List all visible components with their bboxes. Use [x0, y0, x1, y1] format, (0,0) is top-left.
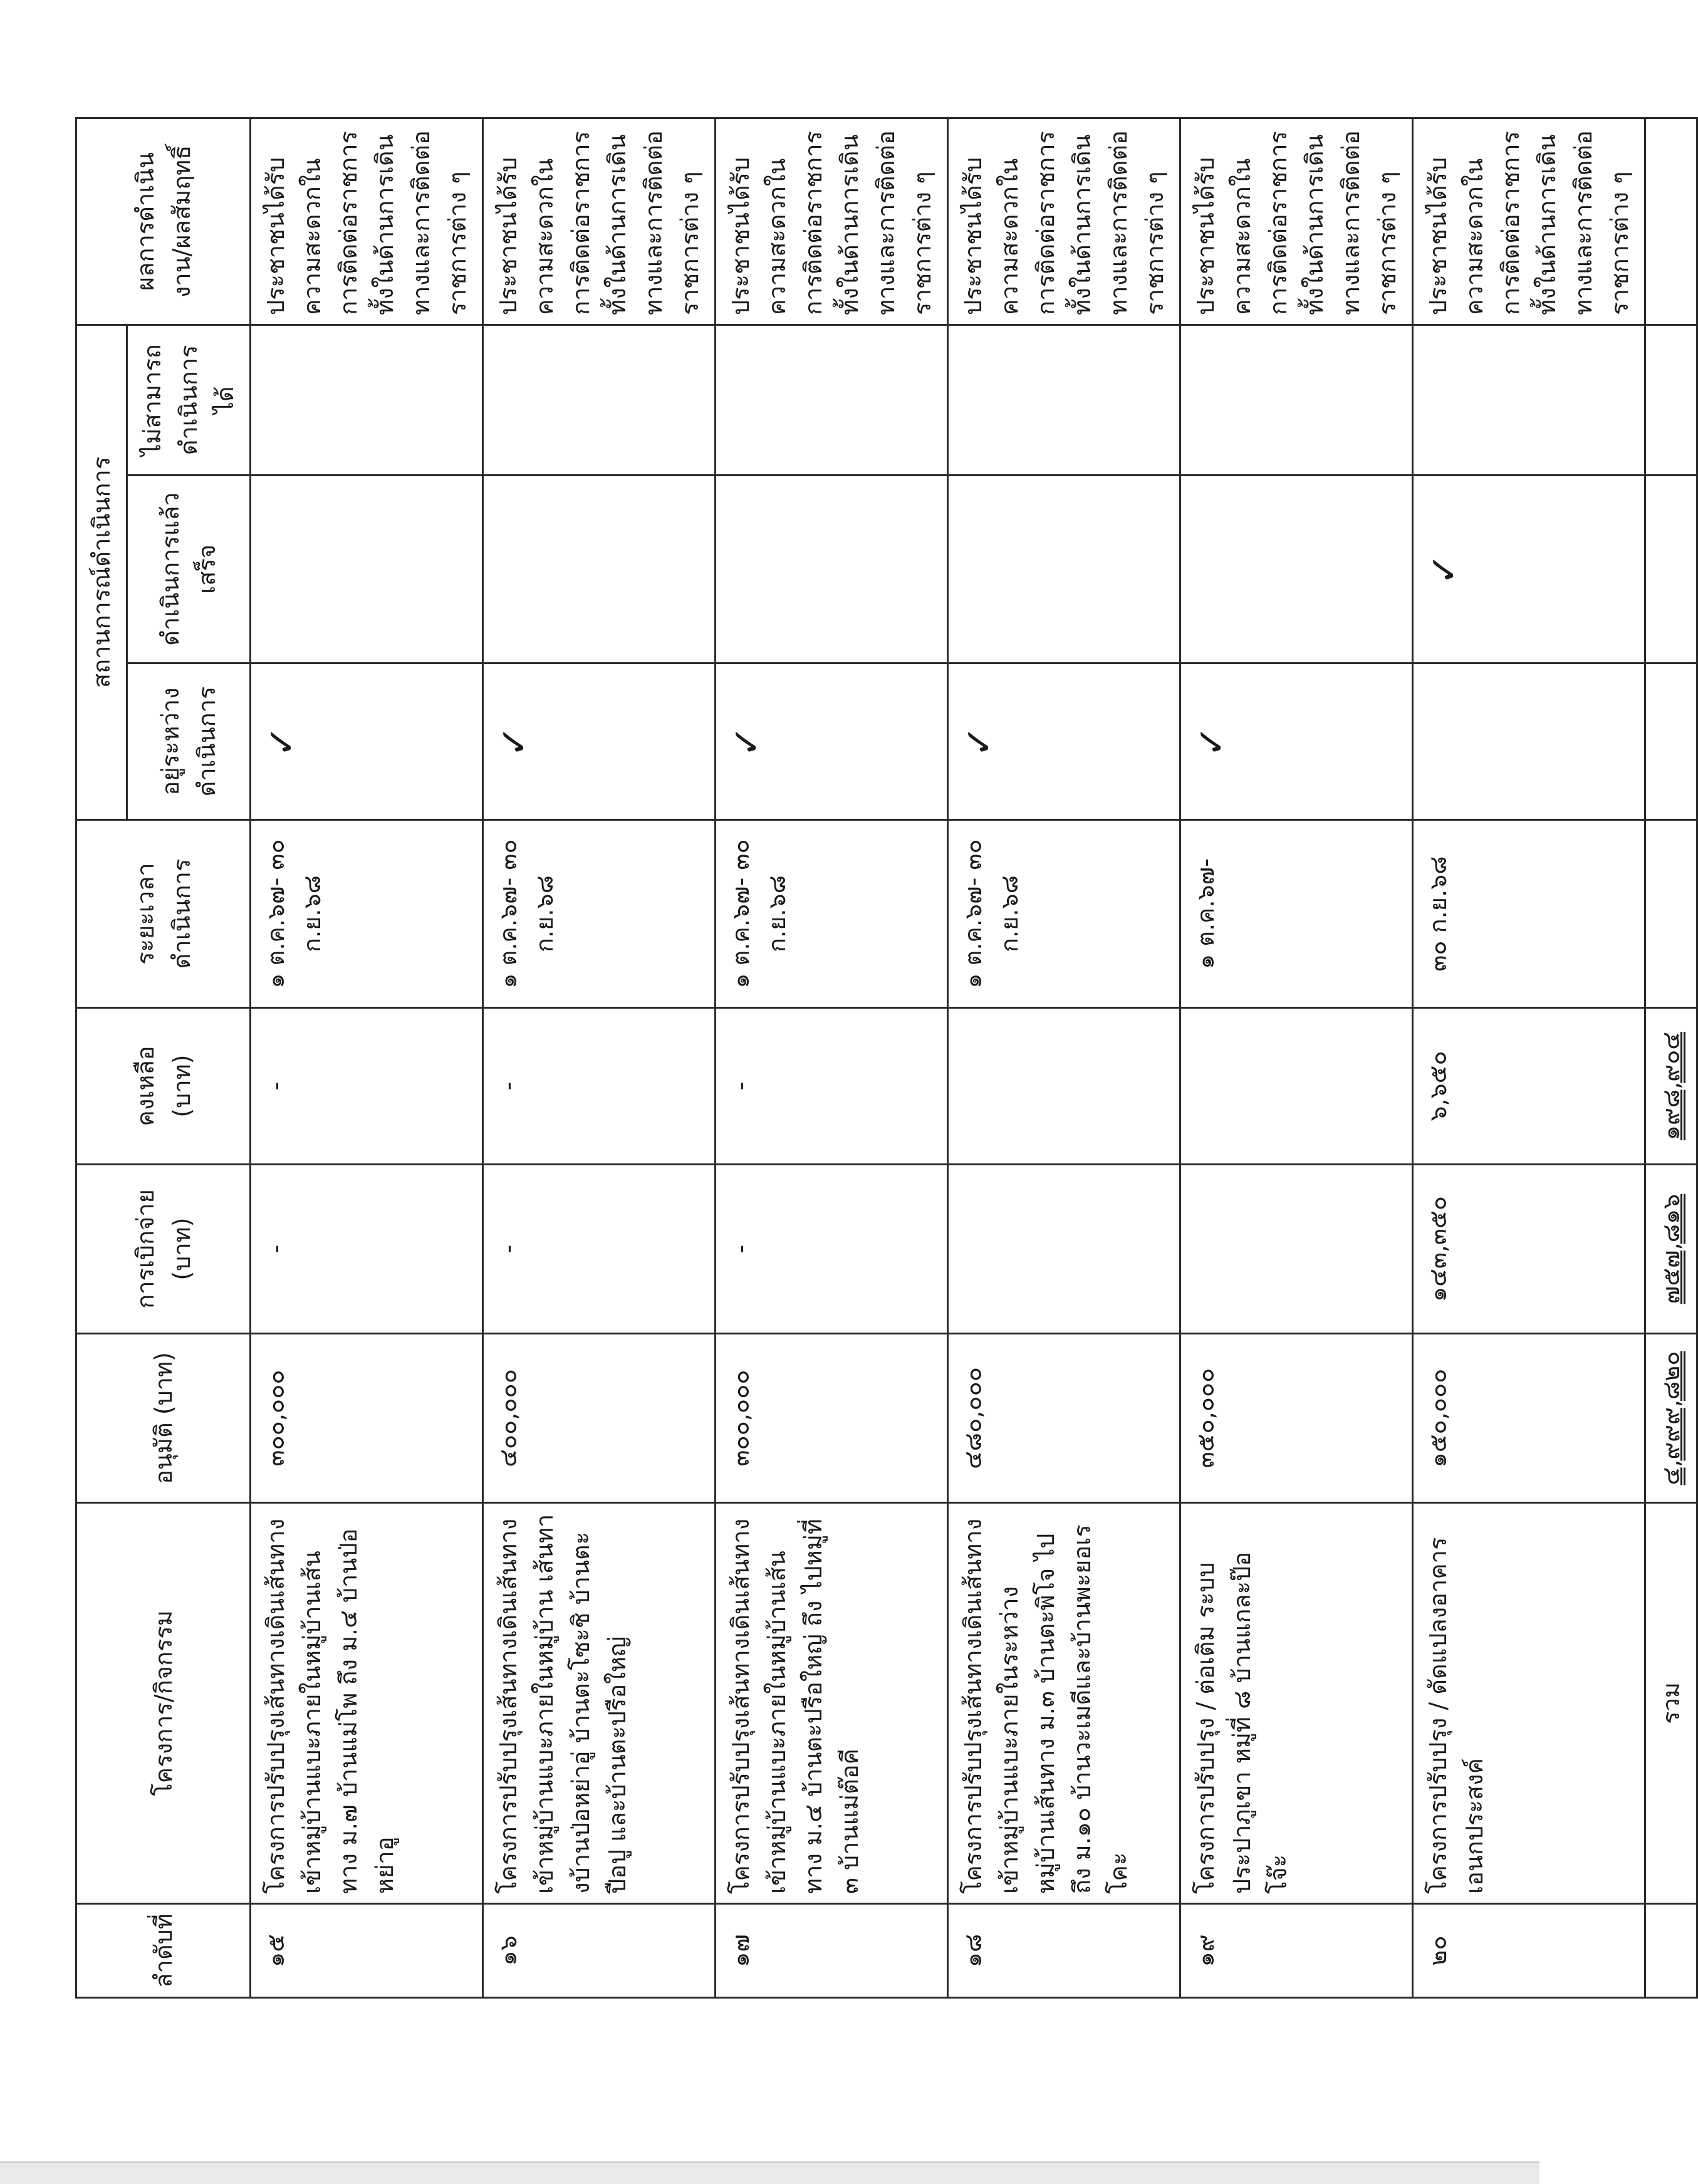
table-row: [1180, 118, 1413, 1997]
row-status-inprogress: ✓: [1180, 663, 1413, 820]
header-approved: อนุมัติ (บาท): [76, 1334, 251, 1503]
header-project: โครงการ/กิจกรรม: [76, 1503, 251, 1904]
row-disbursed: [1180, 1165, 1413, 1334]
row-status-done: [716, 476, 948, 663]
row-remaining: -: [483, 1008, 716, 1165]
row-project: โครงการปรับปรุง / ดัดแปลงอาคารเอนกประสงค์: [1413, 1503, 1645, 1904]
row-period: ๑ ต.ค.๖๗- ๓๐ ก.ย.๖๘: [483, 820, 716, 1008]
row-status-inprogress: ✓: [716, 663, 948, 820]
total-remaining: ๑๙๘,๙๐๔: [1645, 1008, 1697, 1165]
row-disbursed: ๑๔๓,๓๕๐: [1413, 1165, 1645, 1334]
row-status-done: ✓: [1413, 476, 1645, 663]
row-approved: ๓๐๐,๐๐๐: [716, 1334, 948, 1503]
total-empty-cell: [1645, 476, 1697, 663]
row-status-cannot: [716, 325, 948, 475]
row-status-cannot: [1180, 325, 1413, 475]
total-disbursed: ๗๕๗,๘๑๖: [1645, 1165, 1697, 1334]
row-status-done: [1180, 476, 1413, 663]
row-status-cannot: [948, 325, 1180, 475]
header-disbursed: การเบิกจ่าย (บาท): [76, 1165, 251, 1334]
row-remaining: -: [716, 1008, 948, 1165]
row-result: ประชาชนได้รับความสะดวกในการติดต่อราชการ ทั้งในด้านการเดินทางและการติดต่อราชการต่าง ๆ: [1180, 118, 1413, 325]
header-status: สถานการณ์ดำเนินการ: [76, 325, 127, 819]
rotated-page: [75, 119, 1685, 1999]
row-result: ประชาชนได้รับความสะดวกในการติดต่อราชการ ทั้งในด้านการเดินทางและการติดต่อราชการต่าง ๆ: [716, 118, 948, 325]
row-result: ประชาชนได้รับความสะดวกในการติดต่อราชการ ทั้งในด้านการเดินทางและการติดต่อราชการต่าง ๆ: [1413, 118, 1645, 325]
header-no: ลำดับที่: [76, 1904, 251, 1998]
row-number: ๑๖: [483, 1904, 716, 1998]
row-approved: ๓๐๐,๐๐๐: [251, 1334, 483, 1503]
header-result: ผลการดำเนินงาน/ผลสัมฤทธิ์: [76, 118, 251, 325]
header-status-cannot: ไม่สามารถดำเนินการได้: [127, 325, 251, 475]
total-row: [1645, 118, 1697, 1997]
row-result: ประชาชนได้รับความสะดวกในการติดต่อราชการ ทั้งในด้านการเดินทางและการติดต่อราชการต่าง ๆ: [251, 118, 483, 325]
row-status-cannot: [1413, 325, 1645, 475]
row-number: ๑๘: [948, 1904, 1180, 1998]
total-empty-cell: [1645, 118, 1697, 325]
scan-bottom-edge: [0, 2161, 1539, 2184]
row-status-cannot: [251, 325, 483, 475]
row-period: ๑ ต.ค.๖๗- ๓๐ ก.ย.๖๘: [948, 820, 1180, 1008]
row-status-done: [251, 476, 483, 663]
row-result: ประชาชนได้รับความสะดวกในการติดต่อราชการ ทั้งในด้านการเดินทางและการติดต่อราชการต่าง ๆ: [948, 118, 1180, 325]
header-status-inprogress: อยู่ระหว่างดำเนินการ: [127, 663, 251, 820]
row-period: ๓๐ ก.ย.๖๘: [1413, 820, 1645, 1008]
row-disbursed: -: [483, 1165, 716, 1334]
table-row: [948, 118, 1180, 1997]
table-row: [1413, 118, 1645, 1997]
total-empty-cell: [1645, 1904, 1697, 1998]
row-status-inprogress: [1413, 663, 1645, 820]
project-status-table: [75, 117, 1698, 1999]
row-period: ๑ ต.ค.๖๗- ๓๐ ก.ย.๖๘: [251, 820, 483, 1008]
total-empty-cell: [1645, 325, 1697, 475]
row-remaining: [1180, 1008, 1413, 1165]
row-status-done: [483, 476, 716, 663]
row-remaining: ๖,๖๕๐: [1413, 1008, 1645, 1165]
row-status-cannot: [483, 325, 716, 475]
table-row: [483, 118, 716, 1997]
table-body: [251, 118, 1645, 1997]
row-number: ๑๗: [716, 1904, 948, 1998]
row-number: ๑๙: [1180, 1904, 1413, 1998]
row-disbursed: -: [251, 1165, 483, 1334]
row-remaining: -: [251, 1008, 483, 1165]
table-row: [716, 118, 948, 1997]
row-project: โครงการปรับปรุงเส้นทางเดินเส้นทางเข้าหมู่บ้านแบะภายในหมู่บ้านเส้นทาง ม.๗ บ้านแม่โพ ถึง ม.๔ บ้านป่อหย่าอู: [251, 1503, 483, 1904]
row-disbursed: -: [716, 1165, 948, 1334]
header-remaining: คงเหลือ (บาท): [76, 1008, 251, 1165]
total-empty-cell: [1645, 820, 1697, 1008]
row-number: ๑๕: [251, 1904, 483, 1998]
row-disbursed: [948, 1165, 1180, 1334]
row-approved: ๔๐๐,๐๐๐: [483, 1334, 716, 1503]
row-remaining: [948, 1008, 1180, 1165]
row-period: ๑ ต.ค.๖๗-: [1180, 820, 1413, 1008]
row-status-inprogress: ✓: [483, 663, 716, 820]
table-row: [251, 118, 483, 1997]
row-number: ๒๐: [1413, 1904, 1645, 1998]
row-approved: ๑๕๐,๐๐๐: [1413, 1334, 1645, 1503]
row-project: โครงการปรับปรุง / ต่อเติม ระบบประปาภูเขา หมู่ที่ ๘ บ้านแกละป๊อโจ๊ะ: [1180, 1503, 1413, 1904]
row-project: โครงการปรับปรุงเส้นทางเดินเส้นทางเข้าหมู่บ้านแบะภายในระหว่างหมู่บ้านเส้นทาง ม.๓ บ้านตะพิโจ ไปถึง ม.๑๐ บ้านวะเมดีและบ้านพะยอเรโคะ: [948, 1503, 1180, 1904]
total-label: รวม: [1645, 1503, 1697, 1904]
row-approved: ๔๘๐,๐๐๐: [948, 1334, 1180, 1503]
header-status-done: ดำเนินการแล้วเสร็จ: [127, 476, 251, 663]
row-status-inprogress: ✓: [948, 663, 1180, 820]
row-project: โครงการปรับปรุงเส้นทางเดินเส้นทางเข้าหมู่บ้านแบะภายในหมู่บ้าน เส้นทางบ้านป่อหย่าอู่ บ้านตะโซะชิ บ้านตะปือปู และบ้านตะปรือใหญ่: [483, 1503, 716, 1904]
total-approved: ๔,๙๙๙,๘๒๐: [1645, 1334, 1697, 1503]
header-period: ระยะเวลาดำเนินการ: [76, 820, 251, 1008]
total-empty-cell: [1645, 663, 1697, 820]
row-approved: ๓๕๐,๐๐๐: [1180, 1334, 1413, 1503]
row-project: โครงการปรับปรุงเส้นทางเดินเส้นทางเข้าหมู่บ้านแบะภายในหมู่บ้านเส้นทาง ม.๔ บ้านตะปรือใหญ่ ถึง ไปหมู่ที่ ๓ บ้านแม่ต๊อคี: [716, 1503, 948, 1904]
row-result: ประชาชนได้รับความสะดวกในการติดต่อราชการ ทั้งในด้านการเดินทางและการติดต่อราชการต่าง ๆ: [483, 118, 716, 325]
row-period: ๑ ต.ค.๖๗- ๓๐ ก.ย.๖๘: [716, 820, 948, 1008]
row-status-done: [948, 476, 1180, 663]
row-status-inprogress: ✓: [251, 663, 483, 820]
